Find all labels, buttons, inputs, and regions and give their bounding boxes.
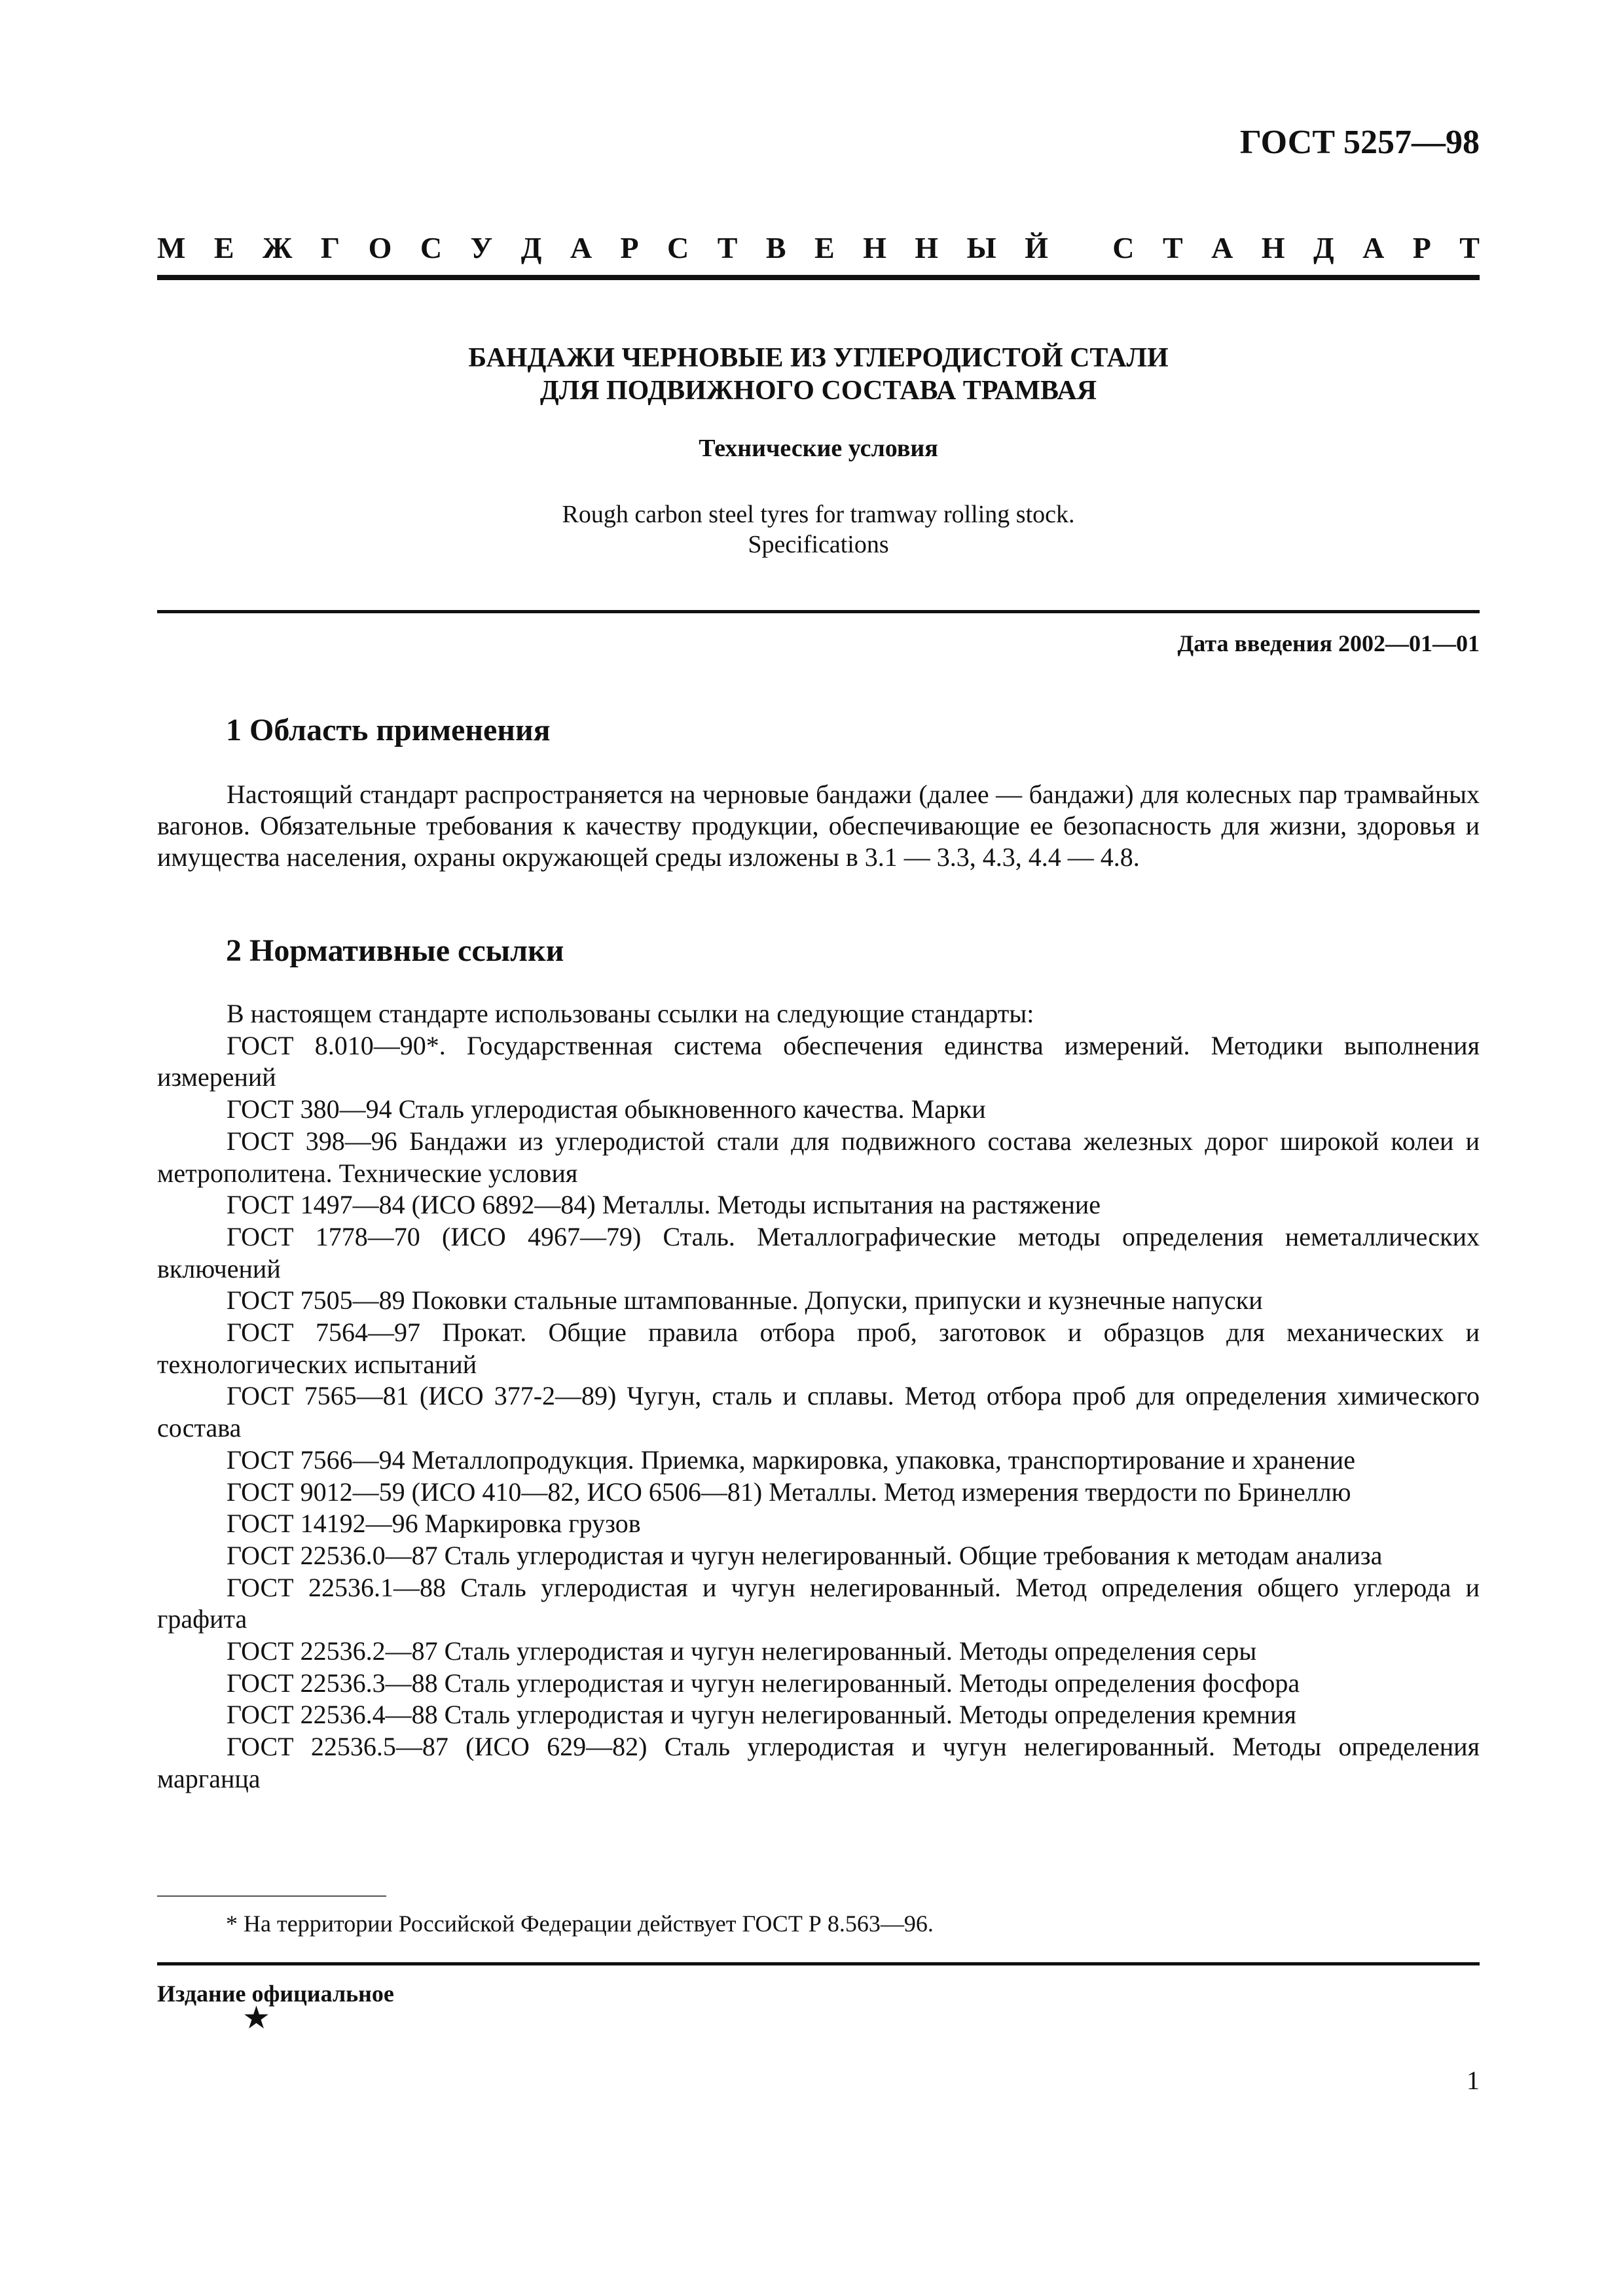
header-rule bbox=[157, 275, 1480, 280]
banner-letter: Н bbox=[863, 231, 886, 264]
banner-letter: Д bbox=[520, 231, 542, 264]
section-2-heading: 2 Нормативные ссылки bbox=[226, 933, 564, 968]
banner-letter: В bbox=[765, 231, 786, 264]
reference-item: ГОСТ 7566—94 Металлопродукция. Приемка, маркировка, упаковка, транспортирование и хранение bbox=[227, 1444, 1355, 1475]
reference-item: ГОСТ 7505—89 Поковки стальные штампованные. Допуски, припуски и кузнечные напуски bbox=[227, 1285, 1263, 1316]
banner-letter: Е bbox=[213, 231, 234, 264]
reference-item: ГОСТ 22536.5—87 (ИСО 629—82) Сталь углеродистая и чугун нелегированный. Методы определения марганца bbox=[157, 1732, 1480, 1793]
english-title-line-1: Rough carbon steel tyres for tramway rolling stock. bbox=[562, 501, 1075, 528]
banner-letter: Д bbox=[1313, 231, 1334, 264]
reference-item: ГОСТ 22536.1—88 Сталь углеродистая и чугун нелегированный. Метод определения общего углерода и графита bbox=[157, 1572, 1480, 1634]
banner-letter: Р bbox=[1412, 231, 1431, 264]
banner-letter: О bbox=[368, 231, 392, 264]
banner-letter: Г bbox=[320, 231, 340, 264]
references-intro: В настоящем стандарте использованы ссылки на следующие стандарты: bbox=[227, 999, 1034, 1028]
banner-letter: А bbox=[1362, 231, 1385, 264]
reference-item: ГОСТ 22536.2—87 Сталь углеродистая и чугун нелегированный. Методы определения серы bbox=[227, 1636, 1257, 1666]
reference-item: ГОСТ 14192—96 Маркировка грузов bbox=[227, 1509, 641, 1539]
banner-letter bbox=[1076, 230, 1084, 265]
reference-item: ГОСТ 7565—81 (ИСО 377-2—89) Чугун, сталь и сплавы. Метод отбора проб для определения химического состава bbox=[157, 1381, 1480, 1443]
standard-number: ГОСТ 5257—98 bbox=[1239, 124, 1480, 161]
reference-item: ГОСТ 22536.3—88 Сталь углеродистая и чугун нелегированный. Методы определения фосфора bbox=[227, 1668, 1300, 1698]
reference-item: ГОСТ 1778—70 (ИСО 4967—79) Сталь. Металлографические методы определения неметаллических включений bbox=[157, 1221, 1480, 1283]
introduction-date: Дата введения 2002—01—01 bbox=[1177, 630, 1480, 656]
reference-item: ГОСТ 1497—84 (ИСО 6892—84) Металлы. Методы испытания на растяжение bbox=[227, 1190, 1101, 1220]
banner-letter: Н bbox=[1261, 231, 1285, 264]
document-title-line-2: ДЛЯ ПОДВИЖНОГО СОСТАВА ТРАМВАЯ bbox=[539, 376, 1097, 406]
reference-item: ГОСТ 7564—97 Прокат. Общие правила отбора проб, заготовок и образцов для механических и технологических испытаний bbox=[157, 1318, 1480, 1379]
banner-letter: Ы bbox=[966, 231, 996, 264]
title-rule bbox=[157, 610, 1480, 613]
banner-letter: У bbox=[470, 231, 493, 264]
section-1-text: Настоящий стандарт распространяется на черновые бандажи (далее — бандажи) для колесных пар трамвайных вагонов. Обязательные требования к качеству продукции, обеспечивающие ее безопасность для жизни, здоровья и имущества населения, охраны окружающей среды изложены в 3.1 — 3.3, 4.3, 4.4 — 4.8. bbox=[157, 780, 1480, 872]
document-subtitle: Технические условия bbox=[699, 435, 938, 462]
banner-letter: Р bbox=[620, 231, 639, 264]
banner-letter: Ж bbox=[262, 231, 293, 264]
footer-rule bbox=[157, 1962, 1480, 1965]
banner-letter: М bbox=[157, 231, 186, 264]
official-edition-label: Издание официальное bbox=[157, 1981, 394, 2007]
banner-letter: Н bbox=[915, 231, 939, 264]
section-1-heading: 1 Область применения bbox=[226, 713, 551, 747]
banner-letter: Т bbox=[717, 231, 738, 264]
footnote-separator bbox=[157, 1895, 386, 1897]
footnote: * На территории Российской Федерации действует ГОСТ Р 8.563—96. bbox=[226, 1910, 934, 1937]
banner-letter: А bbox=[570, 231, 593, 264]
references-list bbox=[157, 998, 1480, 1795]
document-title-line-1: БАНДАЖИ ЧЕРНОВЫЕ ИЗ УГЛЕРОДИСТОЙ СТАЛИ bbox=[468, 343, 1169, 373]
banner-letter: Й bbox=[1025, 231, 1048, 264]
reference-item: ГОСТ 380—94 Сталь углеродистая обыкновенного качества. Марки bbox=[227, 1094, 986, 1124]
reference-item: ГОСТ 398—96 Бандажи из углеродистой стали для подвижного состава железных дорог широкой колеи и метрополитена. Технические условия bbox=[157, 1126, 1480, 1188]
banner-letter: А bbox=[1211, 231, 1233, 264]
reference-item: ГОСТ 22536.0—87 Сталь углеродистая и чугун нелегированный. Общие требования к методам анализа bbox=[227, 1540, 1383, 1570]
banner-letter: С bbox=[667, 231, 689, 264]
banner-letter: Е bbox=[814, 231, 835, 264]
interstate-standard-banner bbox=[157, 230, 1480, 265]
star-icon: ★ bbox=[242, 2001, 271, 2036]
banner-letter: Т bbox=[1162, 231, 1183, 264]
reference-item: ГОСТ 8.010—90*. Государственная система обеспечения единства измерений. Методики выполнения измерений bbox=[157, 1030, 1480, 1092]
english-title-line-2: Specifications bbox=[748, 531, 889, 558]
banner-letter: С bbox=[420, 231, 443, 264]
banner-letter: С bbox=[1112, 231, 1135, 264]
page-number: 1 bbox=[1467, 2066, 1480, 2095]
reference-item: ГОСТ 9012—59 (ИСО 410—82, ИСО 6506—81) Металлы. Метод измерения твердости по Бринеллю bbox=[227, 1477, 1351, 1507]
reference-item: ГОСТ 22536.4—88 Сталь углеродистая и чугун нелегированный. Методы определения кремния bbox=[227, 1700, 1297, 1730]
banner-letter: Т bbox=[1459, 231, 1480, 264]
